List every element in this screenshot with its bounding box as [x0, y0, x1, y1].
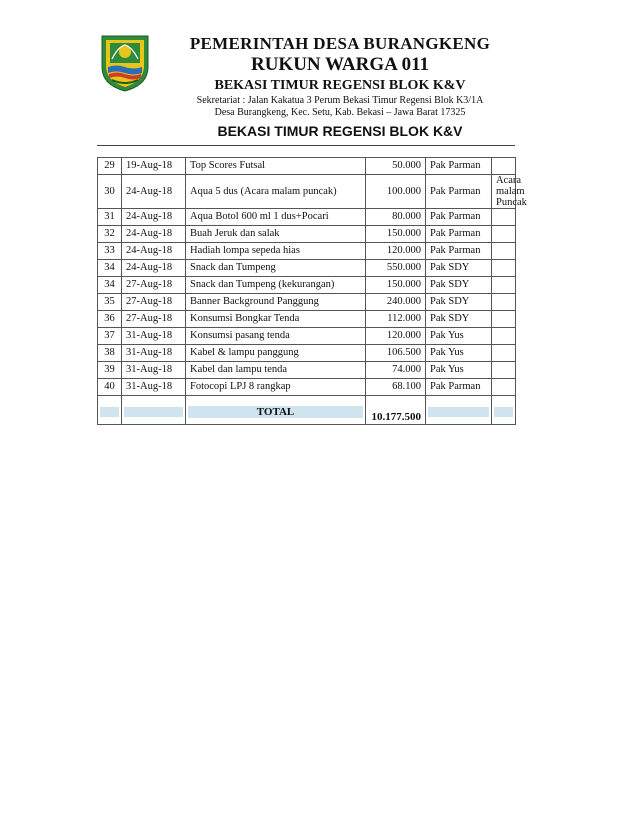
total-cell-no [98, 396, 122, 425]
row-person: Pak SDY [426, 277, 492, 294]
row-description: Top Scores Futsal [186, 158, 366, 175]
total-amount: 10.177.500 [371, 411, 421, 423]
row-date: 27-Aug-18 [122, 277, 186, 294]
table-row [98, 311, 516, 328]
row-person: Pak Parman [426, 379, 492, 396]
row-description: Kabel & lampu panggung [186, 345, 366, 362]
table-row [98, 209, 516, 226]
row-number: 33 [98, 243, 122, 260]
housing-subtitle: BEKASI TIMUR REGENSI BLOK K&V [217, 123, 463, 139]
row-person: Pak Parman [426, 226, 492, 243]
row-date: 27-Aug-18 [122, 311, 186, 328]
expense-table-body [98, 158, 527, 425]
rw-name: RUKUN WARGA 011 [250, 54, 430, 75]
row-amount: 50.000 [366, 158, 426, 175]
row-note: Acara malam Puncak [492, 175, 516, 209]
row-number: 31 [98, 209, 122, 226]
row-amount: 120.000 [366, 243, 426, 260]
row-person: Pak Yus [426, 345, 492, 362]
row-amount: 74.000 [366, 362, 426, 379]
row-number: 35 [98, 294, 122, 311]
row-date: 31-Aug-18 [122, 328, 186, 345]
expense-table [97, 157, 527, 425]
table-row [98, 226, 516, 243]
row-note [492, 311, 516, 328]
row-description: Aqua Botol 600 ml 1 dus+Pocari [186, 209, 366, 226]
table-row [98, 158, 516, 175]
row-number: 37 [98, 328, 122, 345]
row-amount: 68.100 [366, 379, 426, 396]
row-date: 24-Aug-18 [122, 243, 186, 260]
row-person: Pak SDY [426, 294, 492, 311]
row-date: 24-Aug-18 [122, 260, 186, 277]
row-date: 19-Aug-18 [122, 158, 186, 175]
table-row [98, 379, 516, 396]
row-description: Aqua 5 dus (Acara malam puncak) [186, 175, 366, 209]
address-line-2: Desa Burangkeng, Kec. Setu, Kab. Bekasi – Jawa Barat 17325 [214, 107, 466, 118]
kabupaten-bekasi-emblem-icon [98, 33, 152, 93]
row-date: 31-Aug-18 [122, 362, 186, 379]
row-date: 24-Aug-18 [122, 226, 186, 243]
row-number: 32 [98, 226, 122, 243]
total-label: TOTAL [188, 406, 363, 418]
row-number: 34 [98, 260, 122, 277]
total-cell-person [426, 396, 492, 425]
row-note [492, 345, 516, 362]
row-note [492, 158, 516, 175]
table-row [98, 362, 516, 379]
row-description: Konsumsi pasang tenda [186, 328, 366, 345]
row-description: Buah Jeruk dan salak [186, 226, 366, 243]
row-number: 40 [98, 379, 122, 396]
row-description: Hadiah lompa sepeda hias [186, 243, 366, 260]
row-note [492, 260, 516, 277]
row-person: Pak Parman [426, 175, 492, 209]
row-note [492, 243, 516, 260]
table-row [98, 277, 516, 294]
row-note [492, 209, 516, 226]
row-amount: 150.000 [366, 226, 426, 243]
row-description: Snack dan Tumpeng [186, 260, 366, 277]
table-row [98, 260, 516, 277]
table-row [98, 175, 516, 209]
row-note [492, 362, 516, 379]
row-amount: 100.000 [366, 175, 426, 209]
row-note [492, 328, 516, 345]
row-person: Pak Yus [426, 328, 492, 345]
header-divider [97, 145, 515, 146]
row-date: 27-Aug-18 [122, 294, 186, 311]
row-note [492, 294, 516, 311]
row-person: Pak Yus [426, 362, 492, 379]
shade-block [100, 407, 119, 417]
letterhead-text [160, 34, 520, 140]
total-cell-note [492, 396, 516, 425]
row-person: Pak Parman [426, 243, 492, 260]
row-amount: 80.000 [366, 209, 426, 226]
total-cell-label [186, 396, 366, 425]
row-number: 30 [98, 175, 122, 209]
row-person: Pak Parman [426, 209, 492, 226]
row-description: Snack dan Tumpeng (kekurangan) [186, 277, 366, 294]
row-date: 31-Aug-18 [122, 345, 186, 362]
row-amount: 112.000 [366, 311, 426, 328]
row-number: 34 [98, 277, 122, 294]
row-date: 24-Aug-18 [122, 175, 186, 209]
row-description: Fotocopi LPJ 8 rangkap [186, 379, 366, 396]
total-cell-date [122, 396, 186, 425]
housing-name: BEKASI TIMUR REGENSI BLOK K&V [214, 78, 466, 93]
shade-block [124, 407, 183, 417]
row-amount: 550.000 [366, 260, 426, 277]
row-note [492, 277, 516, 294]
total-row [98, 396, 516, 425]
row-description: Kabel dan lampu tenda [186, 362, 366, 379]
row-number: 29 [98, 158, 122, 175]
row-number: 36 [98, 311, 122, 328]
address-line-1: Sekretariat : Jalan Kakatua 3 Perum Bekasi Timur Regensi Blok K3/1A [196, 95, 484, 106]
row-person: Pak Parman [426, 158, 492, 175]
table-row [98, 345, 516, 362]
row-note [492, 226, 516, 243]
row-description: Konsumsi Bongkar Tenda [186, 311, 366, 328]
row-note [492, 379, 516, 396]
row-date: 31-Aug-18 [122, 379, 186, 396]
row-number: 38 [98, 345, 122, 362]
row-amount: 120.000 [366, 328, 426, 345]
row-number: 39 [98, 362, 122, 379]
table-row [98, 328, 516, 345]
letterhead [0, 0, 638, 140]
total-cell-amount [366, 396, 426, 425]
shade-block [428, 407, 489, 417]
row-date: 24-Aug-18 [122, 209, 186, 226]
row-amount: 240.000 [366, 294, 426, 311]
row-amount: 106.500 [366, 345, 426, 362]
row-person: Pak SDY [426, 311, 492, 328]
table-row [98, 294, 516, 311]
row-amount: 150.000 [366, 277, 426, 294]
table-row [98, 243, 516, 260]
row-description: Banner Background Panggung [186, 294, 366, 311]
shade-block [494, 407, 513, 417]
government-name: PEMERINTAH DESA BURANGKENG [189, 34, 491, 53]
row-person: Pak SDY [426, 260, 492, 277]
